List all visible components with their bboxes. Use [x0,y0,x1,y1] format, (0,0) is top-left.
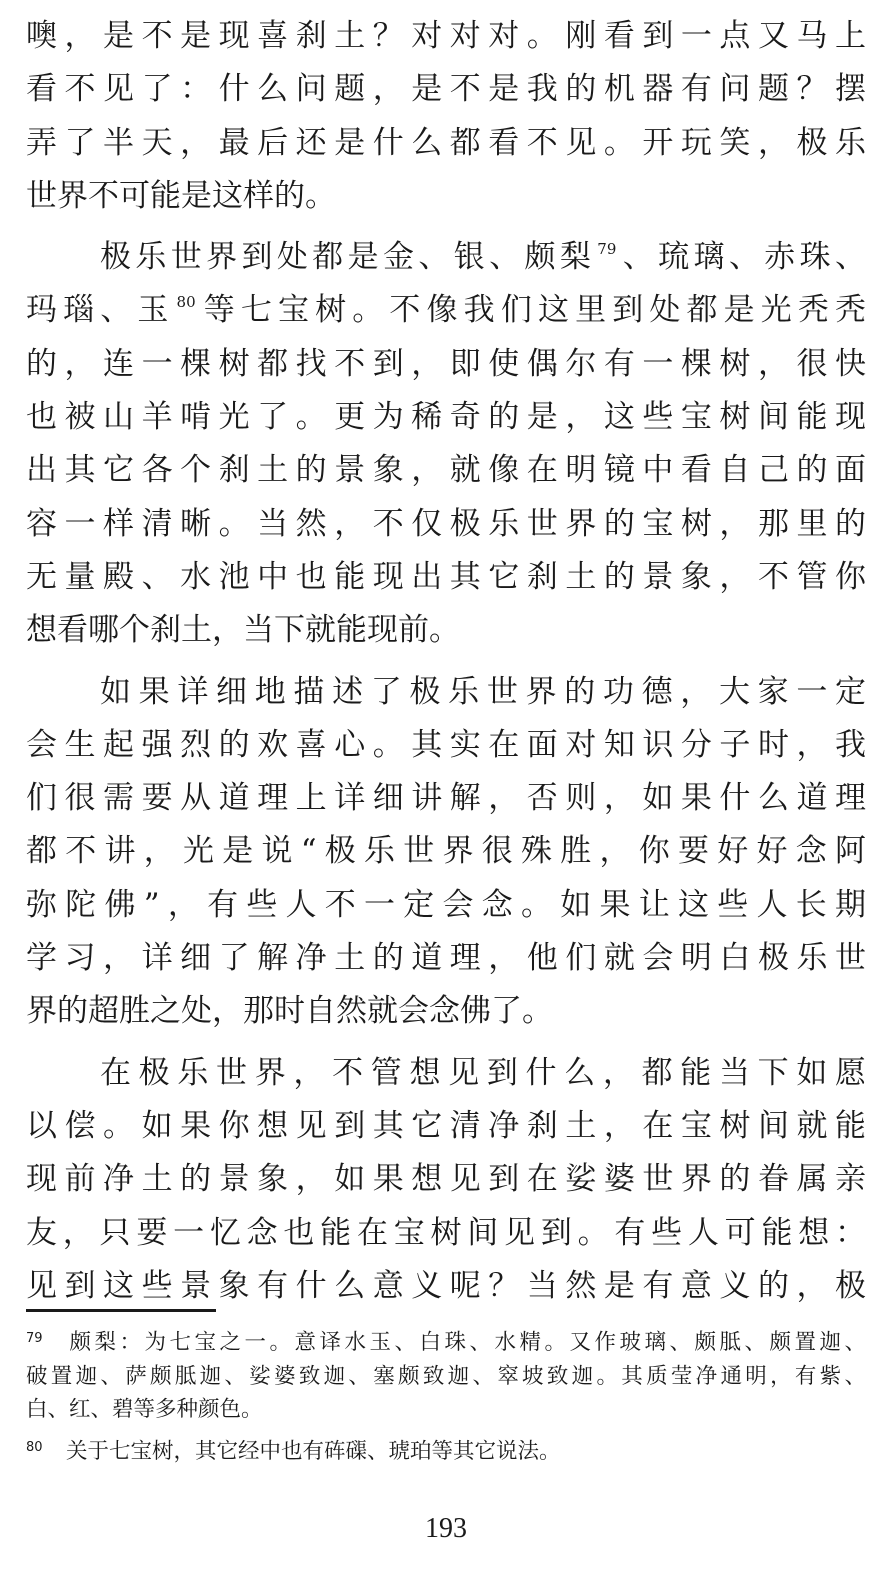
footnotes [26,1326,866,1468]
footnote-number: 79 [26,1331,43,1346]
text-line: 友，只要一忆念也能在宝树间见到。有些人可能想： [26,1214,866,1251]
text-span: 等七宝树。不像我们这里到处都是光秃秃 [197,292,866,329]
text-line: 无量殿、水池中也能现出其它刹土的景象，不管你 [26,558,866,595]
footnote-line: 破置迦、萨颇胝迦、娑婆致迦、塞颇致迦、窣坡致迦。其质莹净通明，有紫、 [26,1363,866,1389]
main-text [26,10,866,1313]
text-line: 如果详细地描述了极乐世界的功德，大家一定 [100,673,866,710]
footnote-text: 颇梨：为七宝之一。意译水玉、白珠、水精。又作玻璃、颇胝、颇置迦、 [66,1330,866,1355]
footnote-line [26,1326,866,1360]
text-line: 弄了半天，最后还是什么都看不见。开玩笑，极乐 [26,124,866,161]
footnote-80 [26,1435,866,1469]
text-line: 的，连一棵树都找不到，即使偶尔有一棵树，很快 [26,345,866,382]
text-line: 看不见了：什么问题，是不是我的机器有问题？摆 [26,71,866,108]
footnote-text: 关于七宝树，其它经中也有砗磲、琥珀等其它说法。 [66,1438,561,1464]
text-line: 容一样清晰。当然，不仅极乐世界的宝树，那里的 [26,505,866,542]
text-line: 界的超胜之处，那时自然就会念佛了。 [26,993,553,1030]
text-span: 、琉璃、赤珠、 [618,239,866,276]
text-line: 噢，是不是现喜刹土？对对对。刚看到一点又马上 [26,18,866,54]
text-line: 会生起强烈的欢喜心。其实在面对知识分子时，我 [26,726,866,763]
footnote-number: 80 [26,1439,43,1455]
page-number: 193 [425,1513,467,1544]
text-line: 弥陀佛”，有些人不一定会念。如果让这些人长期 [26,886,866,923]
text-line: 见到这些景象有什么意义呢？当然是有意义的，极 [26,1267,866,1304]
text-line: 出其它各个刹土的景象，就像在明镜中看自己的面 [26,452,866,489]
text-line: 都不讲，光是说“极乐世界很殊胜，你要好好念阿 [26,833,866,870]
text-line [26,284,866,337]
text-span: 极乐世界到处都是金、银、颇梨 [100,239,596,276]
paragraph [26,666,866,1039]
text-line: 在极乐世界，不管想见到什么，都能当下如愿 [100,1054,866,1091]
footnote-79 [26,1326,866,1427]
text-line: 世界不可能是这样的。 [26,177,336,214]
footnote-ref-79[interactable]: 79 [597,240,617,259]
text-line: 们很需要从道理上详细讲解，否则，如果什么道理 [26,780,866,817]
text-span: 玛瑙、玉 [26,292,175,329]
text-line: 现前净土的景象，如果想见到在娑婆世界的眷属亲 [26,1161,866,1198]
text-line: 学习，详细了解净土的道理，他们就会明白极乐世 [26,940,866,977]
text-line: 以偿。如果你想见到其它清净刹土，在宝树间就能 [26,1107,866,1144]
paragraph [26,1047,866,1313]
footnote-line: 白、红、碧等多种颜色。 [26,1397,263,1422]
footnote-divider [26,1309,216,1312]
paragraph [26,231,866,657]
footnote-line [26,1435,866,1469]
text-line: 想看哪个刹土，当下就能现前。 [26,612,460,649]
paragraph [26,10,866,223]
text-line [26,231,866,284]
footnote-ref-80[interactable]: 80 [176,293,196,312]
text-line: 也被山羊啃光了。更为稀奇的是，这些宝树间能现 [26,399,866,436]
